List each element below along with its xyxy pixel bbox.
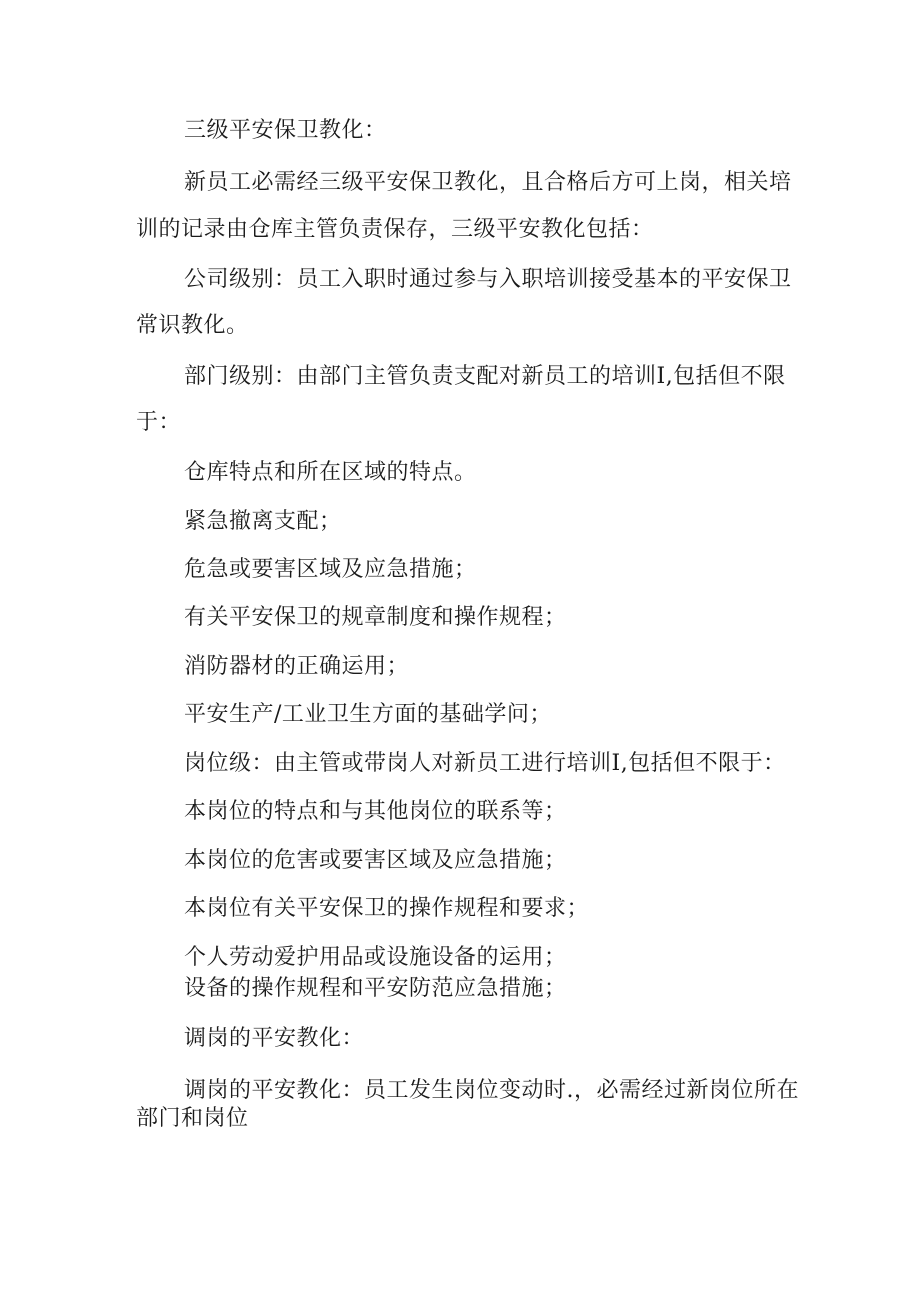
list-item: 平安生产/工业卫生方面的基础学问； — [184, 702, 552, 727]
list-item: 个人劳动爱护用品或设施设备的运用； — [184, 945, 567, 970]
list-item: 危急或要害区域及应急措施； — [184, 557, 477, 582]
paragraph-line: 新员工必需经三级平安保卫教化，且合格后方可上岗，相关培 — [184, 170, 792, 195]
section-heading-three-level: 三级平安保卫教化： — [184, 118, 387, 143]
paragraph-line: 公司级别：员工入职时通过参与入职培训接受基本的平安保卫 — [184, 267, 792, 292]
list-item: 紧急撤离支配； — [184, 509, 342, 534]
list-item: 本岗位的危害或要害区域及应急措施； — [184, 848, 567, 873]
paragraph-line: 调岗的平安教化：员工发生岗位变动时.，必需经过新岗位所在 — [184, 1078, 799, 1103]
paragraph-line: 部门和岗位 — [136, 1106, 249, 1131]
list-item: 设备的操作规程和平安防范应急措施； — [184, 976, 567, 1001]
paragraph-line: 岗位级：由主管或带岗人对新员工进行培训I,包括但不限于： — [184, 751, 786, 776]
paragraph-line: 训的记录由仓库主管负责保存，三级平安教化包括： — [136, 217, 654, 242]
list-item: 消防器材的正确运用； — [184, 654, 410, 679]
list-item: 有关平安保卫的规章制度和操作规程； — [184, 605, 567, 630]
paragraph-line: 部门级别：由部门主管负责支配对新员工的培训I,包括但不限 — [184, 364, 786, 389]
paragraph-line: 于： — [136, 410, 182, 435]
list-item: 本岗位的特点和与其他岗位的联系等； — [184, 799, 567, 824]
list-item: 仓库特点和所在区域的特点。 — [184, 460, 477, 485]
paragraph-line: 常识教化。 — [136, 313, 249, 338]
section-heading-transfer: 调岗的平安教化： — [184, 1026, 365, 1051]
list-item: 本岗位有关平安保卫的操作规程和要求； — [184, 896, 590, 921]
